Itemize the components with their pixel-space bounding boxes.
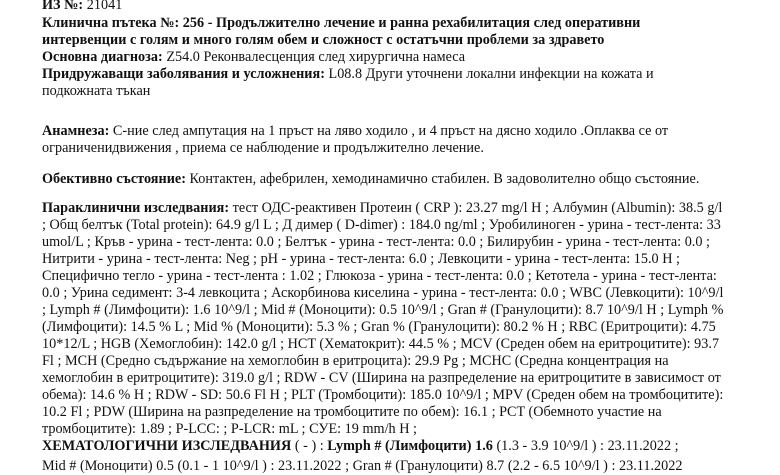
clinical-pathway-line bbox=[42, 15, 640, 32]
comorbidities-value-cont: подкожната тъкан bbox=[42, 83, 151, 99]
hematology-lymph-value: 1.6 bbox=[475, 438, 493, 454]
labs-label: Параклинични изследвания: bbox=[42, 200, 230, 216]
labs-line-9: 10*12/L ; HGB (Хемоглобин): 142.0 g/l ; HCT (Хематокрит): 44.5 % ; MCV (Среден обем на еритроцитите): 93.7 bbox=[42, 336, 720, 352]
main-diagnosis-line bbox=[42, 49, 465, 66]
comorbidities-label: Придружаващи заболявания и усложнения: bbox=[42, 66, 325, 82]
hematology-label: ХЕМАТОЛОГИЧНИ ИЗСЛЕДВАНИЯ bbox=[42, 438, 292, 454]
hematology-lymph-rest: (1.3 - 3.9 10^9/l ) : 23.11.2022 ; bbox=[492, 438, 679, 454]
labs-line-4: Нитрити - урина - тест-лента: Neg ; pH - урина - тест-лента: 6.0 ; Левкоцити - урина - тест-лента: 15.0 H ; bbox=[42, 251, 681, 267]
hematology-cut-line: Mid # (Моноцити) 0.5 (0.1 - 1 10^9/l ) : 23.11.2022 ; Gran # (Гранулоцити) 8.7 (2.2 - 6.5 10^9/l ) : 23.11.2022 bbox=[42, 458, 683, 474]
labs-line-6: 0.0 ; Урина седимент: 3-4 левкоцита ; Аскорбинова киселина - урина - тест-лента: 0.0 ; WBC (Левкоцити): 10^9/l bbox=[42, 285, 724, 301]
labs-line-1 bbox=[42, 200, 722, 217]
hematology-lymph-label: Lymph # (Лимфоцити) bbox=[323, 438, 472, 454]
objective-status-line bbox=[42, 171, 699, 188]
labs-line-14: тромбоцитите): 1.89 ; P-LCC: ; P-LCR: mL ; СУЕ: 19 mm/h H ; bbox=[42, 421, 417, 437]
comorbidities-value: L08.8 Други уточнени локални инфекции на кожата и bbox=[324, 66, 654, 82]
labs-line-8: (Лимфоцити): 14.5 % L ; Mid % (Моноцити): 5.3 % ; Gran % (Гранулоцити): 80.2 % H ; RBC (Еритроцити): 4.75 bbox=[42, 319, 716, 335]
objective-status-text: Контактен, афебрилен, хемодинамично стабилен. В задоволително общо състояние. bbox=[185, 171, 700, 187]
labs-line-3: umol/L ; Кръв - урина - тест-лента: 0.0 ; Белтък - урина - тест-лента: 0.0 ; Билирубин - урина - тест-лента: 0.0 ; bbox=[42, 234, 711, 250]
record-number-label: ИЗ №: bbox=[42, 0, 84, 13]
main-diagnosis-label: Основна диагноза: bbox=[42, 49, 163, 65]
anamnesis-text-cont: ограниченидвижения , приема се наблюдение и продължително лечение. bbox=[42, 140, 484, 156]
labs-line-13: 10.2 Fl ; PDW (Ширина на разпределение на тромбоцитите по обем): 16.1 ; PCT (Обемното участие на bbox=[42, 404, 662, 420]
labs-line-7: ; Lymph # (Лимфоцити): 1.6 10^9/l ; Mid # (Моноцити): 0.5 10^9/l ; Gran # (Гранулоцити): 8.7 10^9/l H ; Lymph % bbox=[42, 302, 724, 318]
anamnesis-text: С-ние след ампутация на 1 пръст на ляво ходило , и 4 пръст на дясно ходило .Оплаква се от bbox=[109, 123, 669, 139]
clinical-pathway-text: - Продължително лечение и ранна рехабилитация след оперативни bbox=[204, 15, 641, 31]
labs-line-2: ; Общ белтък (Total protein): 64.9 g/l L ; Д димер ( D-dimer) : 184.0 ng/ml ; Уробилиноген - урина - тест-лента: 33 bbox=[42, 217, 721, 233]
record-number-line bbox=[42, 0, 122, 14]
comorbidities-line bbox=[42, 66, 654, 83]
record-number-value: 21041 bbox=[86, 0, 123, 13]
labs-line-10: Fl ; MCH (Средно съдържание на хемоглобин в еритроцита): 29.9 Pg ; MCHC (Средна концентрация на bbox=[42, 353, 669, 369]
anamnesis-label: Анамнеза: bbox=[42, 123, 110, 139]
hematology-line bbox=[42, 438, 679, 455]
hematology-sign: ( - ) : bbox=[291, 438, 324, 454]
main-diagnosis-value: Z54.0 Реконвалесценция след хирургична намеса bbox=[162, 49, 466, 65]
labs-line-5: Специфично тегло - урина - тест-лента : 1.02 ; Глюкоза - урина - тест-лента: 0.0 ; Кетотела - урина - тест-лента: bbox=[42, 268, 717, 284]
labs-line-11: хемоглобин в еритроцитите): 319.0 g/l ; RDW - CV (Ширина на разпределение на еритроцитите в зависимост от bbox=[42, 370, 721, 386]
clinical-pathway-text-cont: интервенции с голям и много голям обем и сложност с остатъчни проблеми за здравето bbox=[42, 32, 605, 48]
labs-line-12: обема): 14.6 % H ; RDW - SD: 50.6 Fl H ; PLT (Тромбоцити): 185.0 10^9/l ; MPV (Среден обем на тромбоцитите): bbox=[42, 387, 724, 403]
objective-status-label: Обективно състояние: bbox=[42, 171, 186, 187]
labs-text-1: тест ОДС-реактивен Протеин ( CRP ): 23.27 mg/l H ; Албумин (Albumin): 38.5 g/l bbox=[229, 200, 723, 216]
anamnesis-line bbox=[42, 123, 668, 140]
clinical-pathway-label: Клинична пътека №: 256 bbox=[42, 15, 205, 31]
